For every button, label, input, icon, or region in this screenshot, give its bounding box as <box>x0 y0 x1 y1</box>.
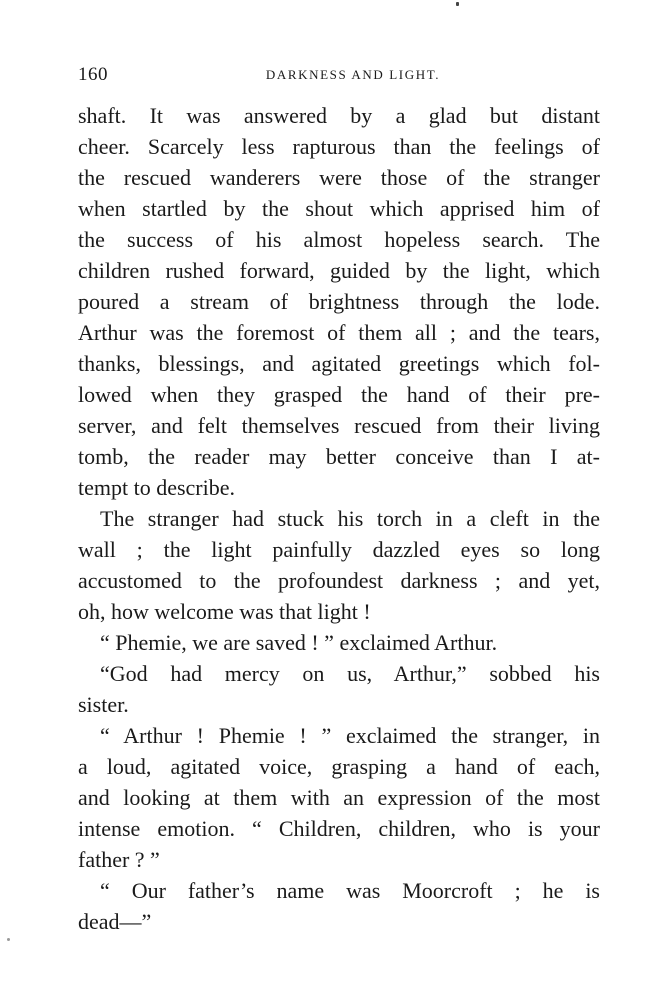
text-line: shaft. It was answered by a glad but distant <box>78 103 600 128</box>
text-line: “God had mercy on us, Arthur,” sobbed his <box>100 661 600 686</box>
running-title: DARKNESS AND LIGHT. <box>265 67 441 82</box>
paragraph <box>78 100 600 503</box>
text-line: the rescued wanderers were those of the stranger <box>78 165 600 190</box>
text-line: intense emotion. “ Children, children, who is your <box>78 816 600 841</box>
text-line: dead—” <box>78 909 152 934</box>
text-line: father ? ” <box>78 847 160 872</box>
paragraph <box>78 658 600 720</box>
paragraph <box>78 875 600 937</box>
paragraph <box>78 720 600 875</box>
text-line: “ Our father’s name was Moorcroft ; he is <box>100 878 600 903</box>
text-line: oh, how welcome was that light ! <box>78 599 371 624</box>
body-text <box>78 100 600 937</box>
text-line: and looking at them with an expression of the most <box>78 785 600 810</box>
paragraph <box>78 503 600 627</box>
text-line: the success of his almost hopeless search. The <box>78 227 600 252</box>
text-line: poured a stream of brightness through the lode. <box>78 289 600 314</box>
text-line: thanks, blessings, and agitated greetings which fol- <box>78 351 600 376</box>
ink-speck <box>456 2 459 6</box>
paragraph <box>78 627 600 658</box>
text-line: Arthur was the foremost of them all ; and the tears, <box>78 320 600 345</box>
text-line: lowed when they grasped the hand of their pre- <box>78 382 600 407</box>
text-line: a loud, agitated voice, grasping a hand of each, <box>78 754 600 779</box>
text-line: “ Phemie, we are saved ! ” exclaimed Arthur. <box>100 630 498 655</box>
text-line: accustomed to the profoundest darkness ; and yet, <box>78 568 600 593</box>
text-line: cheer. Scarcely less rapturous than the feelings of <box>78 134 600 159</box>
text-line: server, and felt themselves rescued from their living <box>78 413 600 438</box>
ink-speck <box>7 938 10 941</box>
text-line: “ Arthur ! Phemie ! ” exclaimed the stranger, in <box>100 723 600 748</box>
running-head <box>78 64 600 86</box>
text-line: tempt to describe. <box>78 475 236 500</box>
page-number: 160 <box>78 64 108 85</box>
text-line: tomb, the reader may better conceive than I at- <box>78 444 600 469</box>
text-line: sister. <box>78 692 129 717</box>
text-line: The stranger had stuck his torch in a cleft in the <box>100 506 600 531</box>
text-line: wall ; the light painfully dazzled eyes so long <box>78 537 600 562</box>
text-line: children rushed forward, guided by the light, which <box>78 258 600 283</box>
text-line: when startled by the shout which apprised him of <box>78 196 600 221</box>
